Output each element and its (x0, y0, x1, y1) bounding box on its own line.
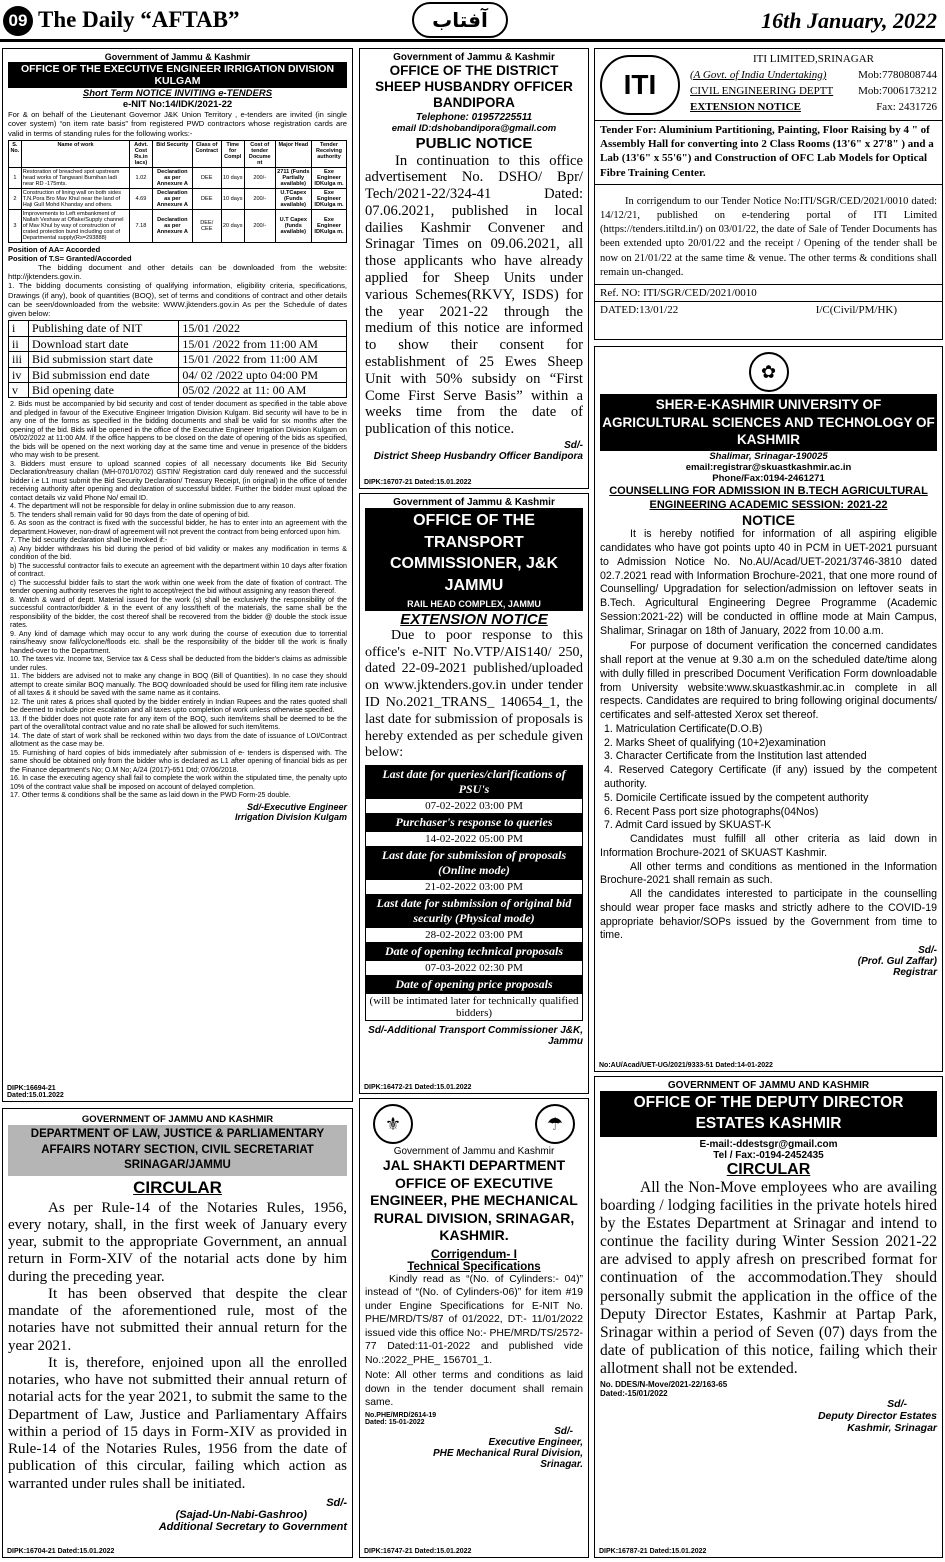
signatory: Sd/-Executive Engineer (246, 801, 347, 812)
schedule-value-row (366, 994, 583, 1021)
schedule-label-row (366, 943, 583, 961)
terms-clause: 8. Watch & ward of deptt. Material issued for the work (s) shall be exclusively the responsibility of the successful contractor/bidder & in the event of any loss/theft of the materials, the same shall be the responsibility of the bidder, the cost thereof shall be recovered from the bidder @ double the stock issue rates. (10, 595, 347, 630)
notice-subject: COUNSELLING FOR ADMISSION IN B.TECH AGRICULTURAL ENGINEERING ACADEMIC SESSION: 2021-22 (609, 484, 928, 511)
sd: Sd/- (918, 945, 937, 957)
signatory-1: Deputy Director Estates (817, 1410, 937, 1423)
estates-circular (594, 1076, 943, 1558)
office-sub: RAIL HEAD COMPLEX, JAMMU (365, 598, 583, 610)
schedule-cell: 05/02 /2022 at 11: 00 AM (179, 382, 347, 397)
works-cell: 10 days (221, 188, 244, 209)
schedule-cell: Bid submission start date (28, 352, 178, 367)
terms-list (8, 400, 347, 800)
signatory-1: Executive Engineer, (488, 1436, 583, 1448)
signatory: I/C(Civil/PM/HK) (815, 303, 897, 316)
signatory-2: PHE Mechanical Rural Division, (432, 1447, 583, 1459)
works-cell: Improvements to Left embankment of Nallah Veshaw at Oflake/Supply channel of Mav Khul by way of construction of crated protection bund including cost of Departmental supply(Rs=293888) (21, 209, 129, 242)
order-date: Dated:-15/01/2022 (600, 1389, 668, 1399)
download-line: The bidding document and other details can be downloaded from the website: http://jktenders.gov.in. (8, 262, 347, 282)
terms-clause: 10. The taxes viz. Income tax, Service tax & Cess shall be deducted from the bidder’s claims as admissible under rules. (10, 655, 347, 672)
paragraph-2: For purpose of document verification the concerned candidates shall report at the venue at 9.30 a.m on the scheduled date/time along with dully filled in prescribed Document Verification Form downloadable from University website:www.skuastkashmir.ac.in complete in all respects. Candidates are required to bring following original documents/ certificates and self-attested Xerox set thereof. (600, 640, 937, 722)
documents-list (600, 723, 937, 833)
signatory-name: (Sajad-Un-Nabi-Gashroo) (175, 1508, 307, 1521)
works-cell: 2 (9, 188, 22, 209)
signatory-title: Registrar (893, 967, 937, 979)
dipk-number: DIPK:16787-21 Dated:15.01.2022 (599, 1548, 707, 1555)
schedule-label-row (366, 766, 583, 799)
phone: Phone/Fax:0194-2461271 (712, 472, 825, 484)
undertaking: (A Govt. of India Undertaking) (690, 68, 827, 81)
office-title: OFFICE OF THE TRANSPORT COMMISSIONER, J&K JAMMU (365, 508, 583, 598)
office-title: OFFICE OF THE DEPUTY DIRECTOR ESTATES KASHMIR (600, 1091, 937, 1137)
sd: Sd/- (326, 1496, 347, 1509)
terms-clause: 3. Bidders must ensure to upload scanned copies of all necessary documents like Bid Security Declaration/treasury challan (MH-0701/0702) GSTIN/ Registration card duly renewed and the successful bidder i.e L1 must submit the Bid Security Declaration/ Treasury Receipt, (in original) in the office of tender receiving authority after opening and declaration of successful bidder. Further the bidder must upload the contact details viz valid Phone No/ email ID. (10, 459, 347, 502)
works-column-header: Class of Contract (192, 140, 221, 167)
schedule-label: Last date for queries/clarifications of PSU's (366, 766, 583, 799)
schedule-cell: v (9, 382, 29, 397)
schedule-label: Purchaser's response to queries (366, 814, 583, 832)
schedule-value-row (366, 799, 583, 814)
paragraph-1: As per Rule-14 of the Notaries Rules, 1956, every notary, shall, in the first week of January every year, submit to the appropriate Government, an annual return in Form-XIV of the notarial acts done by him during the preceding year. (8, 1199, 347, 1285)
works-cell: 20 days (221, 209, 244, 242)
schedule-cell: Bid opening date (28, 382, 178, 397)
tender-description: Tender For: Aluminium Partitioning, Painting, Floor Raising by 4 " of Assembly Hall for converting into 2 Class Rooms (13'6" x 27'8" ) and a Lab (13'6" x 55'6") and Construction of OFC Lab Models for Optical Fibre Training Center. (595, 120, 942, 182)
signatory: District Sheep Husbandry Officer Bandipora (373, 450, 583, 462)
department-title: DEPARTMENT OF LAW, JUSTICE & PARLIAMENTARY AFFAIRS NOTARY SECTION, CIVIL SECRETARIAT SRINAGAR/JAMMU (8, 1125, 347, 1176)
iti-extension-notice (594, 48, 943, 340)
fax: Fax: 2431726 (876, 100, 937, 113)
terms-clause: 6. As soon as the contract is fixed with the successful bidder, he has to enter into an agreement with the department.However, non-drawl of agreement will not prevent the contract from being enforced upon him. (10, 519, 347, 536)
works-column-header: Name of work (21, 140, 129, 167)
works-row (9, 209, 347, 242)
schedule-label: Date of opening price proposals (366, 976, 583, 994)
schedule-value: 21-02-2022 03:00 PM (366, 880, 583, 895)
works-column-header: Bid Security (152, 140, 192, 167)
gov-line: Government of Jammu & Kashmir (104, 52, 251, 62)
aa-line: Position of AA= Accorded (8, 244, 101, 254)
department: CIVIL ENGINEERING DEPTT (690, 84, 834, 97)
notice-title: EXTENSION NOTICE (400, 610, 548, 628)
schedule-value-row (366, 928, 583, 943)
schedule-row (9, 321, 347, 336)
works-cell: 200/- (244, 188, 275, 209)
tel-fax: Tel / Fax:-0194-2452435 (713, 1149, 824, 1161)
dipk-number: DIPK:16472-21 Dated:15.01.2022 (364, 1084, 472, 1091)
paragraph-3: Candidates must fulfill all other criteria as laid down in Information Brochure-2021 of SKUAST Kashmir. (600, 833, 937, 859)
works-cell: U.TCapex (Funds available) (275, 188, 311, 209)
document-item: 2. Marks Sheet of qualifying (10+2)examination (604, 736, 826, 749)
schedule-cell: iv (9, 367, 29, 382)
paper-name: The Daily “AFTAB” (38, 7, 240, 32)
signatory-office: Irrigation Division Kulgam (234, 811, 347, 822)
terms-clause: 12. The unit rates & prices shall quoted by the bidder entirely in Indian Rupees and the rates quoted shall be deemed to include price escalation and all taxes upto completion of work unless otherwise specified. (10, 697, 347, 715)
signatory-title: Additional Secretary to Government (158, 1520, 347, 1533)
terms-clause: 7. The bid security declaration shall be invoked if:- (10, 536, 168, 545)
schedule-value: 07-03-2022 02:30 PM (366, 961, 583, 976)
skuast-admission-notice (594, 346, 943, 1072)
corrigendum-body: Kindly read as “(No. of Cylinders:- 04)” instead of “(No. of Cylinders-06)” for item #19 under Engine Specifications for E-NIT No. PHE/MRD/TS/87 of 01/2022, DT:- 11/01/2022 issued vide this office No:- PHE/MRD/TS/2572-77 Dated:11-01-2022 and published vide No.:2022_PHE_ 156701_1. (365, 1273, 583, 1366)
paragraph-5: All the candidates interested to participate in the counselling should wear proper face masks and strictly adhere to the COVID-19 appropriate behavior/SOPs issued by the Government from time to time. (600, 888, 937, 942)
signatory-2: Kashmir, Srinagar (847, 1422, 937, 1435)
works-cell: Declaration as per Annexure A (152, 209, 192, 242)
schedule-label-row (366, 976, 583, 994)
works-cell: DEE (192, 167, 221, 188)
notice-body: In continuation to this office advertisement No. DSHO/ Bpr/ Tech/2021-22/324-41 Dated: 07.06.2021, published in local dailies Kashmir Convener and Srinagar Times on 09.06.2021, all those applicants who have already applied for Sheep Units under various Schemes(RKVY, ISDS) for the year 2021-22 through the medium of this notice are informed to show their consent for establishment of 25 Ewes Sheep Unit with 50% subsidy on “First Come First Serve Basis” within a weeks time from the date of publication of this notice. (365, 152, 583, 438)
sheep-husbandry-notice (359, 48, 589, 489)
reference-number: Ref. NO: ITI/SGR/CED/2021/0010 (595, 284, 942, 301)
schedule-cell: iii (9, 352, 29, 367)
gov-line: Government of Jammu & Kashmir (393, 497, 555, 508)
notice-body: Due to poor response to this office's e-NIT No.VTP/AIS140/ 250, dated 22-09-2021 published/uploaded on www.jktenders.gov.in under tender ID No.2021_TRANS_ 140654_1, the last date for submission of proposals is hereby extended as per schedule given below: (365, 627, 583, 761)
works-cell: 200/- (244, 209, 275, 242)
works-cell: U.T Capex (funds available) (275, 209, 311, 242)
terms-clause: 15. Furnishing of hard copies of bids immediately after submission of e- tenders is dispensed with. The same should be obtained only from the bidder who is declared as L1 after opening of financial bids as per the Finance department’s No; O.M No; A/24 (2017)-651 Dtd; 07/06/2018. (10, 748, 347, 774)
issue-date: 16th January, 2022 (761, 8, 937, 33)
notice-subtitle: Short Term NOTICE INVITING e-TENDERS (82, 88, 273, 100)
works-cell: Restoration of breached spot upstream head works of Tangwani Burnihan ladi near RD -175mts. (21, 167, 129, 188)
schedule-label-row (366, 814, 583, 832)
notice-title: EXTENSION NOTICE (690, 100, 801, 113)
schedule-cell: ii (9, 336, 29, 351)
works-row (9, 188, 347, 209)
works-column-header: Cost of tender Docume nt (244, 140, 275, 167)
schedule-row (9, 382, 347, 397)
note: Note: All other terms and conditions as laid down in the tender document shall remain same. (365, 1370, 583, 1409)
works-cell: 10 days (221, 167, 244, 188)
schedule-cell: Publishing date of NIT (28, 321, 178, 336)
works-cell: Exe Engineer IDKulga m. (312, 209, 347, 242)
email: E-mail:-ddestsgr@gmail.com (699, 1138, 838, 1150)
schedule-cell: 04/ 02 /2022 upto 04:00 PM (179, 367, 347, 382)
works-cell: 2711 (Funds Partially available) (275, 167, 311, 188)
paragraph-2: It has been observed that despite the clear mandate of the aforementioned rule, most of the notaries have not submitted their annual return for the year 2021. (8, 1285, 347, 1354)
document-item: 6. Recent Pass port size photographs(04Nos) (604, 805, 819, 818)
sd: Sd/- (554, 1425, 573, 1437)
dipk-number: DIPK:16747-21 Dated:15.01.2022 (364, 1548, 472, 1555)
schedule-label-row (366, 895, 583, 928)
works-cell: 1 (9, 167, 22, 188)
sd: Sd/- (887, 1398, 907, 1411)
law-department-circular (2, 1108, 353, 1558)
works-cell: 1.02 (130, 167, 152, 188)
schedule-cell: 15/01 /2022 from 11:00 AM (179, 336, 347, 351)
schedule-cell: Bid submission end date (28, 367, 178, 382)
signatory: Sd/-Additional Transport Commissioner J&K, Jammu (368, 1025, 583, 1048)
works-cell: 4.69 (130, 188, 152, 209)
document-item: 7. Admit Card issued by SKUAST-K (604, 819, 772, 832)
schedule-cell: i (9, 321, 29, 336)
nit-number: e-NIT No:14/IDK/2021-22 (122, 99, 233, 111)
order-number: No. DDES/N-Move/2021-22/163-65 (600, 1380, 728, 1390)
works-cell: 3 (9, 209, 22, 242)
gov-line: Government of Jammu & Kashmir (393, 52, 555, 63)
works-table-header (9, 140, 347, 167)
works-column-header: S. No. (9, 140, 22, 167)
works-cell: Exe Engineer IDKulga m. (312, 167, 347, 188)
schedule-row (9, 352, 347, 367)
clause-1: 1. The bidding documents consisting of qualifying information, eligibility criteria, specifications, Drawings (if any), book of quantities (BOQ), set of terms and conditions of contract and other details can be seen/downloaded from the website: WWW.jktenders.gov.in As per the Schedule of dates given below: (8, 281, 347, 319)
document-item: 5. Domicile Certificate issued by the competent authority (604, 791, 869, 804)
gov-line: GOVERNMENT OF JAMMU AND KASHMIR (667, 1080, 870, 1091)
address: Shalimar, Srinagar-190025 (709, 450, 828, 462)
signatory-3: Srinagar. (540, 1458, 583, 1470)
transport-extension-notice (359, 493, 589, 1094)
dipk-number: DIPK:16707-21 Dated:15.01.2022 (364, 479, 472, 486)
works-cell: 7.18 (130, 209, 152, 242)
university-title: SHER-E-KASHMIR UNIVERSITY OF AGRICULTURAL SCIENCES AND TECHNOLOGY OF KASHMIR (600, 394, 937, 451)
works-column-header: Time for Compl (221, 140, 244, 167)
works-row (9, 167, 347, 188)
paragraph-3: It is, therefore, enjoined upon all the enrolled notaries, who have not submitted their annual return of notarial acts for the year 2021, to submit the same to the Department of Law, Justice and Parliamentary Affairs within a period of 15 days in Form-XIV as provided in Rule-14 of the Notaries Rules, 1956 from the date of publication of this circular, failing which action as warranted under rules shall be initiated. (8, 1354, 347, 1492)
university-emblem-icon: ✿ (749, 352, 789, 392)
terms-clause: b) The successful contractor fails to execute an agreement with the department within 10 days after fixation of contract. (10, 561, 347, 579)
terms-clause: 11. The bidders are advised not to make any change in BOQ (Bill of Quantities). In no case they should attempt to create similar BOQ manually. The BOQ downloaded should be used for filling item rate inclusive of all taxes & it should be saved with the same name as it contains. (10, 672, 347, 698)
schedule-value-row (366, 880, 583, 895)
office-title: JAL SHAKTI DEPARTMENT OFFICE OF EXECUTIVE ENGINEER, PHE MECHANICAL RURAL DIVISION, SRINAGAR, KASHMIR. (370, 1157, 578, 1243)
works-column-header: Advt. Cost Rs.in lacs) (130, 140, 152, 167)
schedule-row (9, 367, 347, 382)
office-title: OFFICE OF THE DISTRICT SHEEP HUSBANDRY OFFICER BANDIPORA (375, 63, 573, 111)
office-title: OFFICE OF THE EXECUTIVE ENGINEER IRRIGATION DIVISION KULGAM (8, 62, 347, 88)
works-cell: Exe Engineer IDKulga m. (312, 188, 347, 209)
circular-body: All the Non-Move employees who are availing boarding / lodging facilities in the private hotels hired by the Estates Department at Srinagar and intend to continue the facility during Winter Session 2021-22 are advised to apply afresh on prescribed format for continuation of the accommodation.They should personally submit the application in the office of the Deputy Director Estates, Kashmir at Partap Park, Srinagar within a period of Seven (07) days from the date of publication of this notice, failing which their allotment shall not be extended. (600, 1178, 937, 1378)
company-name: ITI LIMITED,SRINAGAR (753, 53, 874, 65)
schedule-label: Last date for submission of original bid security (Physical mode) (366, 895, 583, 928)
terms-clause: c) The successful bidder fails to start the work within one week from the date of fixation of contract. The tender opening authority reserves the right to accept/reject the bid without assigning any reason thereof. (10, 578, 347, 596)
circular-title: CIRCULAR (133, 1177, 222, 1197)
works-cell: Declaration as per Annexure A (152, 167, 192, 188)
gov-line: GOVERNMENT OF JAMMU AND KASHMIR (81, 1114, 274, 1125)
works-cell: DEE (192, 188, 221, 209)
order-number: No.PHE/MRD/2614-19 (365, 1411, 437, 1419)
state-emblem-icon: ⚜ (373, 1104, 413, 1144)
mobile-1: Mob:7780808744 (858, 68, 937, 81)
terms-clause: 17. Other terms & conditions shall be the same as laid down in the PWD Form-25 double. (10, 791, 291, 800)
order-date: Dated: 15-01-2022 (365, 1418, 425, 1426)
schedule-table (8, 320, 347, 398)
irrigation-tender-notice (2, 48, 353, 1102)
document-item: 3. Character Certificate from the Institution last attended (604, 750, 867, 763)
paragraph-4: All other terms and conditions as mentioned in the Information Brochure-2021 shall remain as such. (600, 860, 937, 887)
intro: For & on behalf of the Lieutenant Governor J&K Union Territory , e-tenders are invited (in single cover system) “on item rate basis” from registered PWD contractors whose registration cards are valid in terms of standing rules for the following works:- (8, 110, 347, 138)
jal-shakti-logo-icon: ☂ (535, 1104, 575, 1144)
email: email ID:dshobandipora@gmail.com (391, 122, 557, 134)
mobile-2: Mob:7006173212 (858, 84, 937, 97)
works-table (8, 140, 347, 243)
masthead (0, 0, 945, 42)
email: email:registrar@skuastkashmir.ac.in (685, 461, 852, 473)
document-item: 4. Reserved Category Certificate (if any) issued by the competent authority. (604, 764, 937, 791)
circular-title: CIRCULAR (726, 1160, 811, 1178)
iti-logo-icon: ITI (600, 55, 680, 115)
signatory-name: (Prof. Gul Zaffar) (857, 956, 937, 968)
notice-title: NOTICE (742, 512, 795, 529)
schedule-value: 14-02-2022 05:00 PM (366, 832, 583, 847)
terms-clause: 2. Bids must be accompanied by bid security and cost of tender document as specified in the table above and pledged in favour of the Executive Engineer Irrigation Division Kulgam. Bid security will have to be in any one of the forms as specified in the bidding documents and shall be valid for six months after the opening of the bid. Bids will be opened in the office of the Executive Engineer Irrigation Division Kulgam on 05/02/2022 at 11:00 AM. If the office happens to be closed on the date of opening of the bids as specified, the bids will be opened on the next working day at the same time and venue in presence of the bidders who may wish to be present. (10, 400, 347, 460)
terms-clause: 9. Any kind of damage which may occur to any work during the course of execution due to torrential rains/heavy snow fall/cyclone/floods etc. shall be the responsibility of the bidder till the work is finally handed-over to the Department. (10, 629, 347, 655)
notice-title: PUBLIC NOTICE (415, 134, 533, 152)
works-cell: Construction of lining wall on both sides T.N.Pora Bro Mav Khul near the land of Haji Gull Mohd Khanday and others. (21, 188, 129, 209)
schedule-label: Last date for submission of proposals (Online mode) (366, 847, 583, 880)
schedule-value: (will be intimated later for technically qualified bidders) (366, 994, 583, 1021)
schedule-value-row (366, 961, 583, 976)
ts-line: Position of T.S= Granted/Accorded (8, 253, 132, 263)
extension-schedule (365, 765, 583, 1021)
works-cell: DEE/ CEE (192, 209, 221, 242)
dipk-number: DIPK:16704-21 Dated:15.01.2022 (7, 1548, 115, 1555)
terms-clause: 4. The department will not be responsible for delay in online submission due to any reason. (10, 502, 296, 511)
paper-logo: آفتاب (412, 2, 508, 38)
schedule-cell: 15/01 /2022 (179, 321, 347, 336)
terms-clause: 5. The tenders shall remain valid for 90 days from the date of opening of bid. (10, 510, 250, 519)
schedule-value-row (366, 832, 583, 847)
paragraph-1: It is hereby notified for information of all aspiring eligible candidates who have got points upto 40 in PCM in UET-2021 pursuant to Admission Notice No. No.AU/Acad/UET-2021/3746-3810 dated 02.7.2021 read with Information Brochure-2021, that one more round of Counselling/ Upgradation for selection/admission on leftover seats in B.Tech. Agricultural Engineering Degree Programme (Academic Session:2021-22) will be conducted in offline mode at Main Campus, Shalimar, Srinagar on 18th of January, 2022 from 10.00 a.m. (600, 528, 937, 637)
works-table-body (9, 167, 347, 242)
schedule-cell: Download start date (28, 336, 178, 351)
works-column-header: Major Head (275, 140, 311, 167)
corrigendum-subject: Technical Specifications (407, 1260, 541, 1273)
works-column-header: Tender Receiving authority (312, 140, 347, 167)
terms-clause: 14. The date of start of work shall be reckoned within two days from the date of issuance of LOI/Contract allotment as the case may be. (10, 731, 347, 749)
notice-number: No:AU/Acad/UET-UG/2021/9333-51 Dated:14-01-2022 (599, 1062, 773, 1069)
sd: Sd/- (564, 439, 583, 451)
schedule-label-row (366, 847, 583, 880)
terms-clause: 16. In case the executing agency shall fail to complete the work within the stipulated time, the penalty upto 10% of the contract value shall be imposed on account of delayed completion. (10, 774, 347, 791)
dated: DATED:13/01/22 (600, 303, 679, 316)
schedule-row (9, 336, 347, 351)
terms-clause: a) Any bidder withdraws his bid during the period of bid validity or makes any modification in terms & condition of the bid. (10, 544, 347, 562)
works-cell: 200/- (244, 167, 275, 188)
works-cell: Declaration as per Annexure A (152, 188, 192, 209)
telephone: Telephone: 01957225511 (415, 111, 533, 123)
gov-line: Government of Jammu and Kashmir (393, 1146, 555, 1157)
corrigendum-title: Corrigendum- I (431, 1246, 517, 1261)
page-number: 09 (3, 6, 33, 36)
jal-shakti-corrigendum (359, 1098, 589, 1558)
schedule-value: 28-02-2022 03:00 PM (366, 928, 583, 943)
terms-clause: 13. If the bidder does not quote rate for any item of the BOQ, such item/items shall be deemed to be the part of the overall/total contract value and no rate shall be allowed for such item/items. (10, 714, 347, 732)
document-item: 1. Matriculation Certificate(D.O.B) (604, 722, 763, 735)
dipk-number: DIPK:16694-21 Dated:15.01.2022 (7, 1085, 64, 1099)
corrigendum-body: In corrigendum to our Tender Notice No:ITI/SGR/CED/2021/0010 dated: 14/12/21, published on e-tendering portal of ITI Limited (https://tenders.itiltd.in/) on 03/01/22, the date of Sale of Tender Documents has been extended upto 20/01/22 and the receipt / Opening of the tender shall be now on 21/01/22 at the same time & venue. The other terms & conditions shall remain un-changed. (595, 184, 942, 282)
schedule-value: 07-02-2022 03:00 PM (366, 799, 583, 814)
schedule-cell: 15/01 /2022 from 11:00 AM (179, 352, 347, 367)
schedule-label: Date of opening technical proposals (366, 943, 583, 961)
